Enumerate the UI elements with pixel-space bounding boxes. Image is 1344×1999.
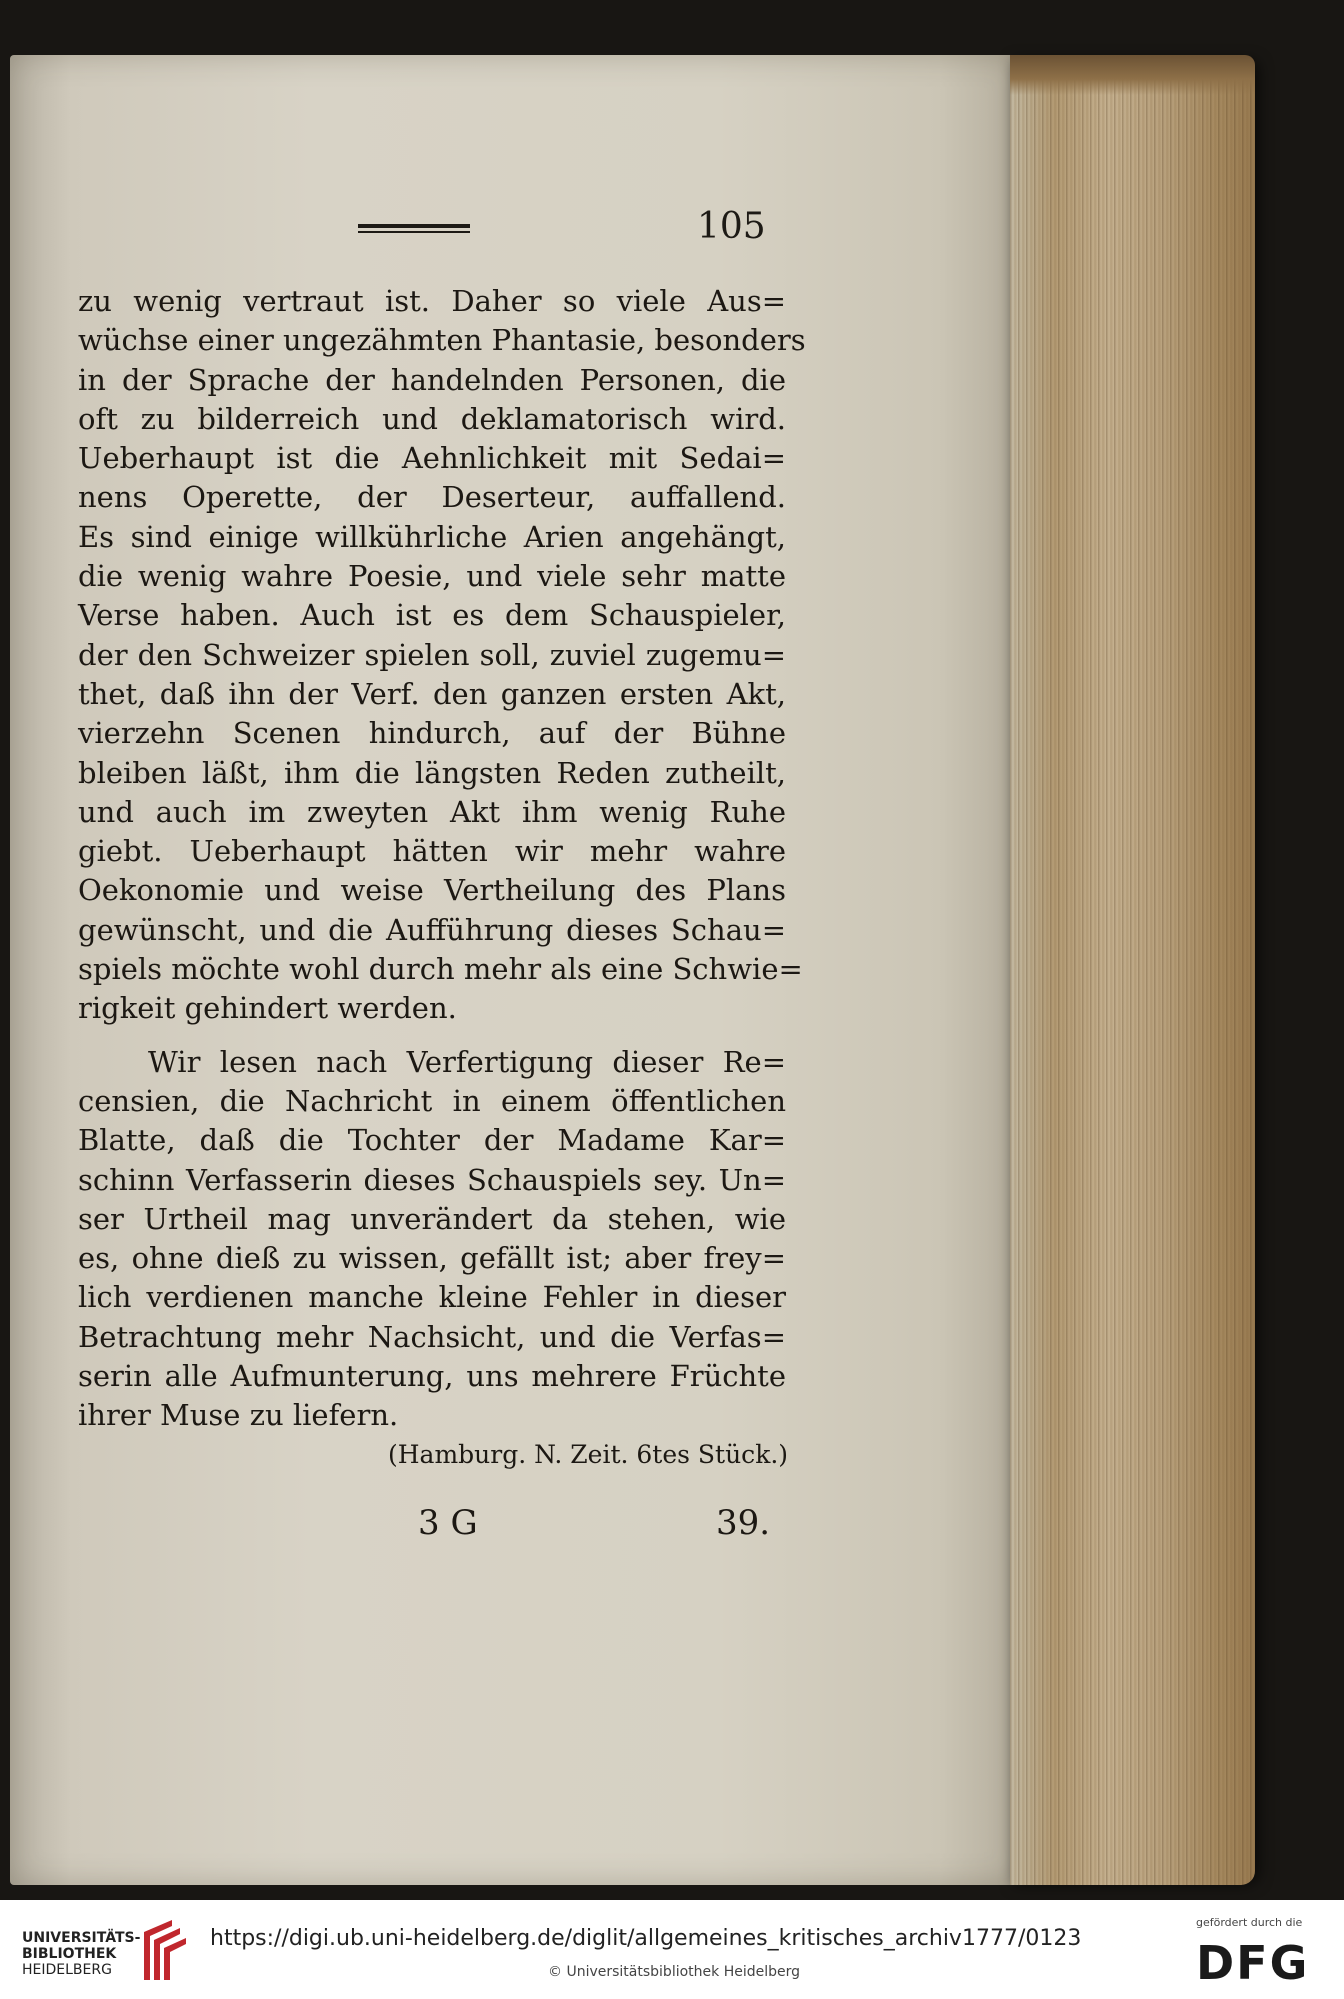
text-line: Es sind einige willkührliche Arien angehängt, [78,519,786,554]
library-name [22,1930,140,1978]
text-line: in der Sprache der handelnden Personen, die [78,362,786,397]
text-line: die wenig wahre Poesie, und viele sehr matte [78,559,786,594]
text-line: spiels möchte wohl durch mehr als eine Schwie= [78,952,803,987]
library-line: HEIDELBERG [22,1962,112,1978]
text-line: zu wenig vertraut ist. Daher so viele Aus= [78,284,786,318]
text-line: censien, die Nachricht in einem öffentlichen [78,1083,786,1118]
text-line: Wir lesen nach Verfertigung dieser Re= [148,1044,786,1079]
header-rule [358,224,470,233]
copyright-text: © Universitätsbibliothek Heidelberg [548,1964,801,1980]
body-text [78,282,806,1436]
funded-by-text: gefördert durch die [1196,1916,1303,1929]
text-line: thet, daß ihn der Verf. den ganzen ersten Akt, [78,676,786,711]
text-line: giebt. Ueberhaupt hätten wir mehr wahre [78,834,786,869]
text-line: gewünscht, und die Aufführung dieses Schau= [78,912,786,947]
paragraph-2 [78,1043,786,1436]
page-number: 105 [697,206,766,247]
sheet-count: 39. [716,1503,771,1543]
text-line: bleiben läßt, ihm die längsten Reden zutheilt, [78,755,786,790]
page-edges-top [1010,55,1255,95]
footer-bar [0,1900,1344,1999]
signature-mark: 3 G [418,1503,478,1543]
text-line: ser Urtheil mag unverändert da stehen, wie [78,1201,786,1236]
text-line: rigkeit gehindert werden. [78,991,457,1026]
text-line: schinn Verfasserin dieses Schauspiels sey. Un= [78,1162,786,1197]
library-line: UNIVERSITÄTS- [22,1930,141,1946]
page-edges [1010,60,1255,1885]
text-line: wüchse einer ungezähmten Phantasie, besonders [78,323,806,358]
source-citation: (Hamburg. N. Zeit. 6tes Stück.) [388,1440,789,1469]
text-line: Betrachtung mehr Nachsicht, und die Verfas= [78,1319,786,1354]
text-line: serin alle Aufmunterung, uns mehrere Früchte [78,1359,786,1394]
text-line: vierzehn Scenen hindurch, auf der Bühne [78,716,786,751]
text-line: lich verdienen manche kleine Fehler in dieser [78,1280,786,1315]
text-line: es, ohne dieß zu wissen, gefällt ist; aber frey= [78,1241,786,1276]
text-line: Ueberhaupt ist die Aehnlichkeit mit Sedai= [78,441,786,476]
text-line: Oekonomie und weise Vertheilung des Plans [78,873,786,908]
library-logo-icon [140,1916,188,1984]
library-line: BIBLIOTHEK [22,1946,117,1962]
permalink-url[interactable]: https://digi.ub.uni-heidelberg.de/diglit/allgemeines_kritisches_archiv1777/0123 [210,1926,1082,1951]
text-line: Blatte, daß die Tochter der Madame Kar= [78,1123,786,1158]
dfg-logo: DFG [1196,1936,1310,1990]
text-line: der den Schweizer spielen soll, zuviel zugemu= [78,637,786,672]
text-line: Verse haben. Auch ist es dem Schauspieler, [78,598,786,633]
text-line: ihrer Muse zu liefern. [78,1398,399,1433]
text-line: und auch im zweyten Akt ihm wenig Ruhe [78,794,786,829]
text-line: oft zu bilderreich und deklamatorisch wird. [78,401,786,436]
text-line: nens Operette, der Deserteur, auffallend. [78,480,786,515]
